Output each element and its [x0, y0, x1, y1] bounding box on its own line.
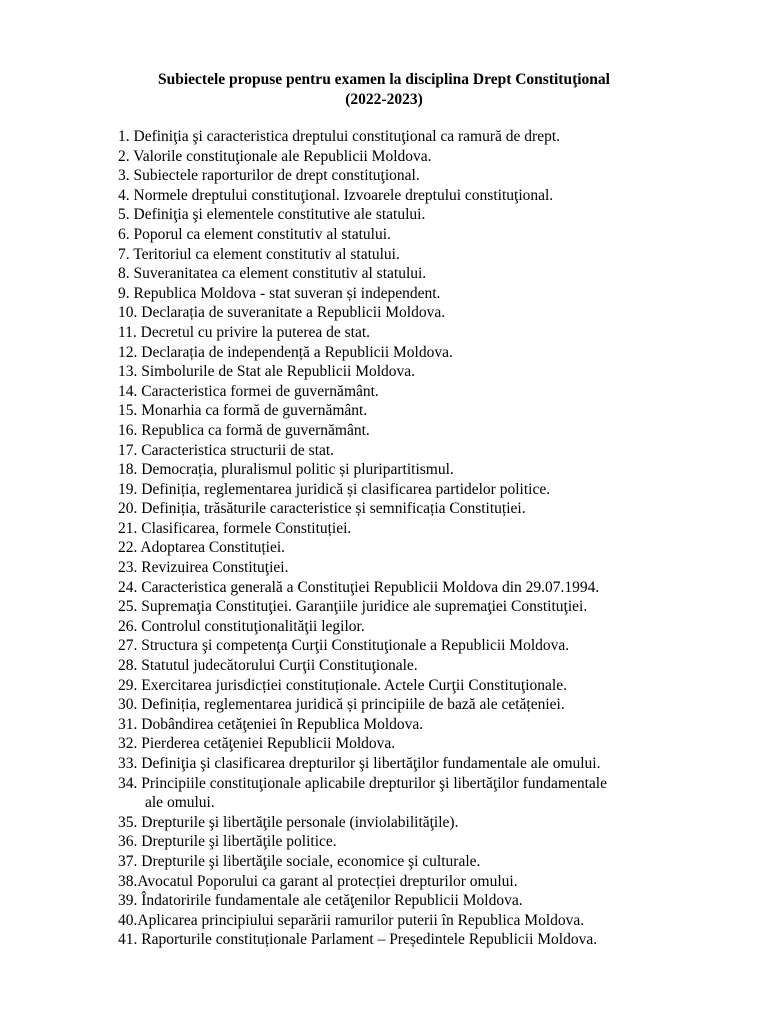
- list-item: 29. Exercitarea jurisdicției constituționale. Actele Curţii Constituţionale.: [118, 676, 567, 694]
- list-item: 5. Definiţia şi elementele constitutive ale statului.: [118, 206, 426, 224]
- list-item: 20. Definiția, trăsăturile caracteristice și semnificația Constituției.: [118, 500, 526, 518]
- list-item: 25. Supremaţia Constituţiei. Garanţiile juridice ale supremaţiei Constituţiei.: [118, 598, 588, 616]
- list-item-continuation: ale omului.: [145, 794, 215, 812]
- list-item: 36. Drepturile şi libertăţile politice.: [118, 833, 337, 851]
- list-item: 13. Simbolurile de Stat ale Republicii Moldova.: [118, 363, 416, 381]
- list-item: 11. Decretul cu privire la puterea de stat.: [118, 323, 371, 341]
- list-item: 26. Controlul constituţionalităţii legilor.: [118, 617, 365, 635]
- list-item: 28. Statutul judecătorului Curţii Constituţionale.: [118, 657, 418, 675]
- list-item: 23. Revizuirea Constituţiei.: [118, 559, 289, 577]
- list-item: 2. Valorile constituţionale ale Republicii Moldova.: [118, 147, 432, 165]
- list-item: 33. Definiţia şi clasificarea drepturilor şi libertăţilor fundamentale ale omului.: [118, 755, 601, 772]
- list-item: 39. Îndatoririle fundamentale ale cetăţenilor Republicii Moldova.: [118, 892, 523, 910]
- list-item: 14. Caracteristica formei de guvernământ.: [118, 382, 379, 400]
- list-item: 8. Suveranitatea ca element constitutiv al statului.: [118, 265, 427, 283]
- list-item: 6. Poporul ca element constitutiv al statului.: [118, 225, 391, 243]
- exam-topics-list: [118, 127, 718, 950]
- document-title: Subiectele propuse pentru examen la disciplina Drept Constituţional: [158, 71, 610, 88]
- list-item: 10. Declarația de suveranitate a Republicii Moldova.: [118, 304, 446, 322]
- list-item: 27. Structura şi competenţa Curţii Constituţionale a Republicii Moldova.: [118, 637, 570, 655]
- list-item: 24. Caracteristica generală a Constituţiei Republicii Moldova din 29.07.1994.: [118, 578, 600, 596]
- list-item: 7. Teritoriul ca element constitutiv al statului.: [118, 245, 400, 263]
- list-item: 35. Drepturile şi libertăţile personale (inviolabilităţile).: [118, 813, 459, 831]
- list-item: 34. Principiile constituţionale aplicabile drepturilor şi libertăţilor fundamentale: [118, 774, 607, 792]
- list-item: 4. Normele dreptului constituţional. Izvoarele dreptului constituţional.: [118, 186, 554, 204]
- list-item: 17. Caracteristica structurii de stat.: [118, 441, 335, 459]
- list-item: 31. Dobândirea cetăţeniei în Republica Moldova.: [118, 715, 424, 733]
- list-item: 12. Declarația de independență a Republicii Moldova.: [118, 343, 453, 361]
- list-item: 41. Raporturile constituționale Parlament – Președintele Republicii Moldova.: [118, 931, 598, 949]
- list-item: 19. Definiția, reglementarea juridică și clasificarea partidelor politice.: [118, 480, 551, 498]
- document-subtitle-year: (2022-2023): [345, 91, 423, 108]
- list-item: 30. Definiția, reglementarea juridică și principiile de bază ale cetățeniei.: [118, 696, 565, 714]
- list-item: 18. Democrația, pluralismul politic și pluripartitismul.: [118, 461, 454, 479]
- list-item: 21. Clasificarea, formele Constituției.: [118, 519, 352, 537]
- list-item: 40.Aplicarea principiului separării ramurilor puterii în Republica Moldova.: [118, 911, 585, 929]
- list-item: 37. Drepturile şi libertăţile sociale, economice şi culturale.: [118, 852, 481, 870]
- list-item: 9. Republica Moldova - stat suveran și independent.: [118, 284, 441, 302]
- list-item: 3. Subiectele raporturilor de drept constituţional.: [118, 167, 420, 185]
- list-item: 1. Definiţia şi caracteristica dreptului constituţional ca ramură de drept.: [118, 128, 561, 145]
- list-item: 22. Adoptarea Constituției.: [118, 539, 286, 557]
- list-item: 38.Avocatul Poporului ca garant al protecției drepturilor omului.: [118, 872, 518, 890]
- list-item: 32. Pierderea cetăţeniei Republicii Moldova.: [118, 735, 396, 753]
- list-item: 15. Monarhia ca formă de guvernământ.: [118, 402, 368, 420]
- list-item: 16. Republica ca formă de guvernământ.: [118, 421, 370, 439]
